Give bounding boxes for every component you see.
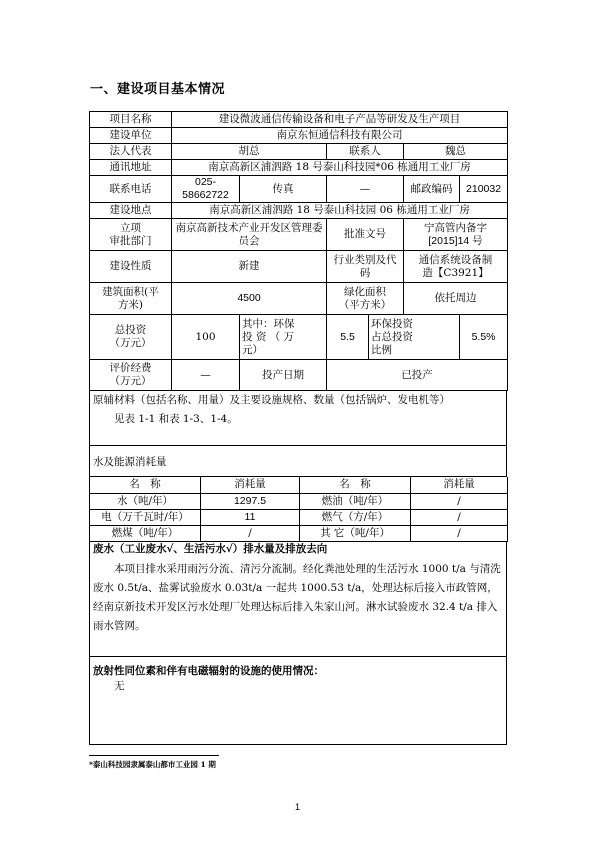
unit-label: 建设单位 [90, 128, 172, 144]
area-label [90, 283, 172, 315]
approval-doc-line1: 宁高管内备字 [424, 221, 488, 234]
cost-value: — [172, 360, 240, 391]
energy-name: 水（吨/年） [90, 493, 201, 509]
cost-label [90, 360, 172, 391]
fax-label: 传真 [240, 176, 327, 203]
project-name-value: 建设微波通信传输设备和电子产品等研发及生产项目 [172, 112, 508, 128]
env-ratio-label [369, 315, 460, 360]
unit-value: 南京东恒通信科技有限公司 [172, 128, 508, 144]
wastewater-section [89, 542, 507, 657]
basic-info-table [89, 111, 508, 391]
env-label-line1: 其中：环保 [242, 317, 295, 330]
location-label: 建设地点 [90, 203, 172, 219]
energy-col-name2: 名 称 [300, 477, 411, 493]
green-label [327, 283, 404, 315]
radiation-section [89, 657, 507, 745]
cost-label-line2: （万元） [109, 375, 152, 387]
ratio-label-line2: 占总投资 [371, 330, 413, 343]
energy-title: 水及能源消耗量 [93, 456, 167, 468]
energy-name: 燃煤（吨/年） [90, 525, 201, 541]
energy-name2: 燃油（吨/年） [300, 493, 411, 509]
area-label-line1: 建筑面积(平 [102, 285, 159, 298]
approval-label [90, 219, 172, 251]
table-row [90, 251, 508, 283]
footnote-rule [89, 755, 219, 756]
energy-table [89, 477, 508, 542]
location-value: 南京高新区浦泗路 18 号泰山科技园 06 栋通用工业厂房 [172, 203, 508, 219]
table-row [90, 219, 508, 251]
env-label-line3: 元） [242, 343, 263, 356]
radiation-title: 放射性同位素和伴有电磁辐射的设施的使用情况： [93, 664, 324, 677]
legal-label: 法人代表 [90, 144, 172, 160]
investment-value: 100 [172, 315, 240, 360]
energy-col-name: 名 称 [90, 477, 201, 493]
materials-label: 原辅材料（包括名称、用量）及主要设施规格、数量（包括锅炉、发电机等） [93, 394, 450, 406]
date-label: 投产日期 [240, 360, 327, 391]
table-row [90, 477, 508, 493]
table-row [90, 493, 508, 509]
energy-name: 电（万千瓦时/年） [90, 509, 201, 525]
nature-label: 建设性质 [90, 251, 172, 283]
ratio-label-line3: 比例 [371, 343, 392, 356]
footnote: *泰山科技园隶属泰山都市工业园 1 期 [89, 760, 216, 769]
table-row [90, 525, 508, 541]
approval-label-line2: 审批部门 [109, 234, 152, 247]
energy-amount2: / [411, 493, 508, 509]
industry-line2: 造【C3921】 [422, 266, 489, 279]
table-row [90, 509, 508, 525]
green-label-line1: 绿化面积 [344, 285, 386, 298]
energy-name2: 燃气（方/年） [300, 509, 411, 525]
post-value: 210032 [460, 176, 508, 203]
env-ratio-value: 5.5% [460, 315, 508, 360]
legal-value: 胡总 [172, 144, 327, 160]
phone-value: 025-58662722 [172, 176, 240, 203]
page-number: 1 [294, 802, 300, 812]
post-label: 邮政编码 [404, 176, 460, 203]
energy-col-amount2: 消耗量 [411, 477, 508, 493]
project-name-label: 项目名称 [90, 112, 172, 128]
section-heading: 一、建设项目基本情况 [90, 82, 226, 97]
table-row [90, 176, 508, 203]
area-value: 4500 [172, 283, 327, 315]
approval-doc-label: 批准文号 [327, 219, 404, 251]
contact-label: 联系人 [327, 144, 404, 160]
energy-amount2: / [411, 525, 508, 541]
industry-label: 行业类别及代码 [327, 251, 404, 283]
env-label-line2: 投 资 （ 万 [242, 330, 295, 343]
energy-title-section [89, 446, 507, 477]
energy-name2: 其 它（吨/年） [300, 525, 411, 541]
date-value: 已投产 [327, 360, 508, 391]
table-row [90, 203, 508, 219]
basic-info-sheet [89, 111, 507, 745]
table-row [90, 360, 508, 391]
industry-value [404, 251, 508, 283]
table-row [90, 283, 508, 315]
fax-value: — [327, 176, 404, 203]
investment-label [90, 315, 172, 360]
energy-amount: / [201, 525, 300, 541]
ratio-label-line1: 环保投资 [371, 317, 413, 330]
wastewater-text: 本项目排水采用雨污分流、清污分流制。经化粪池处理的生活污水 1000 t/a 与清洗废水 0.5t/a、盐雾试验废水 0.03t/a 一起共 1000.53 t/a，处理达标后接入市政管网，经南京新技术开发区污水处理厂处理达标后排入朱家山河。淋水试验废水 32.4 t/a 排入雨水管网。 [93, 562, 501, 632]
energy-col-amount: 消耗量 [201, 477, 300, 493]
env-investment-value: 5.5 [327, 315, 369, 360]
materials-section [89, 391, 507, 446]
approval-label-line1: 立项 [120, 221, 141, 234]
address-value: 南京高新区浦泗路 18 号泰山科技园*06 栋通用工业厂房 [172, 160, 508, 176]
investment-label-line1: 总投资 [114, 324, 147, 336]
investment-label-line2: （万元） [109, 337, 152, 349]
approval-value: 南京高新技术产业开发区管理委员会 [172, 219, 327, 251]
env-investment-label [240, 315, 327, 360]
table-row [90, 112, 508, 128]
table-row [90, 128, 508, 144]
address-label: 通讯地址 [90, 160, 172, 176]
radiation-text: 无 [114, 679, 125, 692]
energy-amount: 1297.5 [201, 493, 300, 509]
energy-amount: 11 [201, 509, 300, 525]
energy-amount2: / [411, 509, 508, 525]
contact-value: 魏总 [404, 144, 508, 160]
table-row [90, 160, 508, 176]
area-label-line2: 方米) [117, 298, 144, 311]
nature-value: 新建 [172, 251, 327, 283]
materials-text: 见表 1-1 和表 1-3、1-4。 [114, 413, 238, 425]
green-value: 依托周边 [404, 283, 508, 315]
approval-doc-line2: [2015]14 号 [428, 234, 483, 247]
phone-label: 联系电话 [90, 176, 172, 203]
green-label-line2: （平方米） [338, 298, 392, 311]
cost-label-line1: 评价经费 [109, 362, 152, 374]
wastewater-title: 废水（工业废水√、生活污水√）排水量及排放去向 [93, 542, 328, 555]
table-row [90, 315, 508, 360]
approval-doc-value [404, 219, 508, 251]
industry-line1: 通信系统设备制 [418, 253, 493, 266]
table-row [90, 144, 508, 160]
